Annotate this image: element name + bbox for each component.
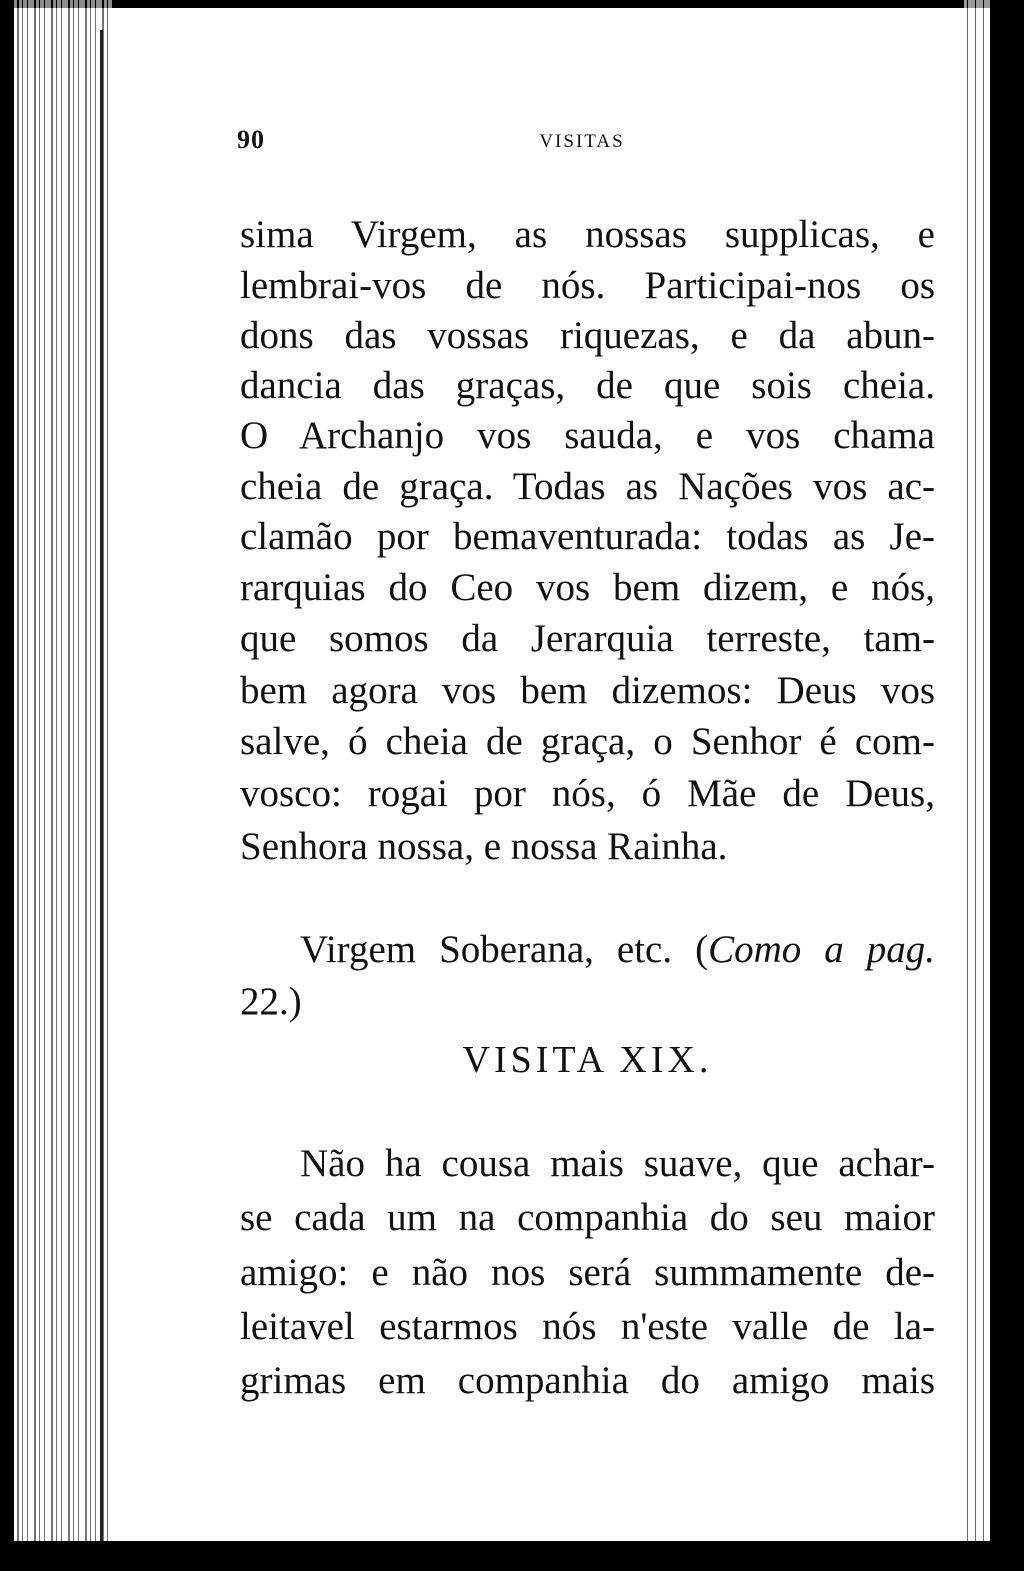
text-line: salve, ó cheia de graça, o Senhor é com- (240, 720, 935, 763)
antiphon-line (300, 928, 935, 972)
text-line: rarquias do Ceo vos bem dizem, e nós, (240, 566, 935, 609)
antiphon-note-open: ( (695, 928, 709, 971)
text-line: sima Virgem, as nossas supplicas, e (240, 213, 935, 256)
scan-edge-bottom (0, 1541, 1024, 1571)
text-line: dons das vossas riquezas, e da abun- (240, 314, 935, 357)
book-spine-edge (0, 0, 112, 1571)
scan-edge-left (0, 0, 14, 1571)
antiphon-note: Como a pag. (708, 928, 935, 971)
section-heading: VISITA XIX. (462, 1039, 713, 1081)
text-line: bem agora vos bem dizemos: Deus vos (240, 669, 935, 712)
text-line: grimas em companhia do amigo mais (240, 1359, 935, 1402)
text-line: cheia de graça. Todas as Nações vos ac- (240, 465, 935, 508)
text-line: O Archanjo vos sauda, e vos chama (240, 414, 935, 457)
text-line: Não ha cousa mais suave, que achar- (300, 1142, 935, 1185)
text-line: amigo: e não nos será summamente de- (240, 1251, 935, 1294)
text-line: lembrai-vos de nós. Participai-nos os (240, 264, 935, 307)
page-edge-shadow (964, 0, 990, 1571)
text-line: dancia das graças, de que sois cheia. (240, 364, 935, 407)
text-line: vosco: rogai por nós, ó Mãe de Deus, (240, 772, 935, 815)
text-line: leitavel estarmos nós n'este valle de la- (240, 1305, 935, 1348)
running-header (237, 125, 937, 155)
antiphon-text: Virgem Soberana, etc. (300, 928, 673, 971)
page-gutter-line (100, 30, 103, 1550)
text-line: Senhora nossa, e nossa Rainha. (240, 825, 728, 868)
text-line: clamão por bemaventurada: todas as Je- (240, 515, 935, 558)
page-number: 90 (237, 125, 265, 154)
scan-edge-top (0, 0, 1024, 8)
antiphon-continued: 22.) (240, 980, 302, 1023)
running-title: VISITAS (539, 131, 625, 152)
scan-edge-right (990, 0, 1024, 1571)
text-line: que somos da Jerarquia terreste, tam- (240, 617, 935, 660)
text-line: se cada um na companhia do seu maior (240, 1196, 935, 1239)
